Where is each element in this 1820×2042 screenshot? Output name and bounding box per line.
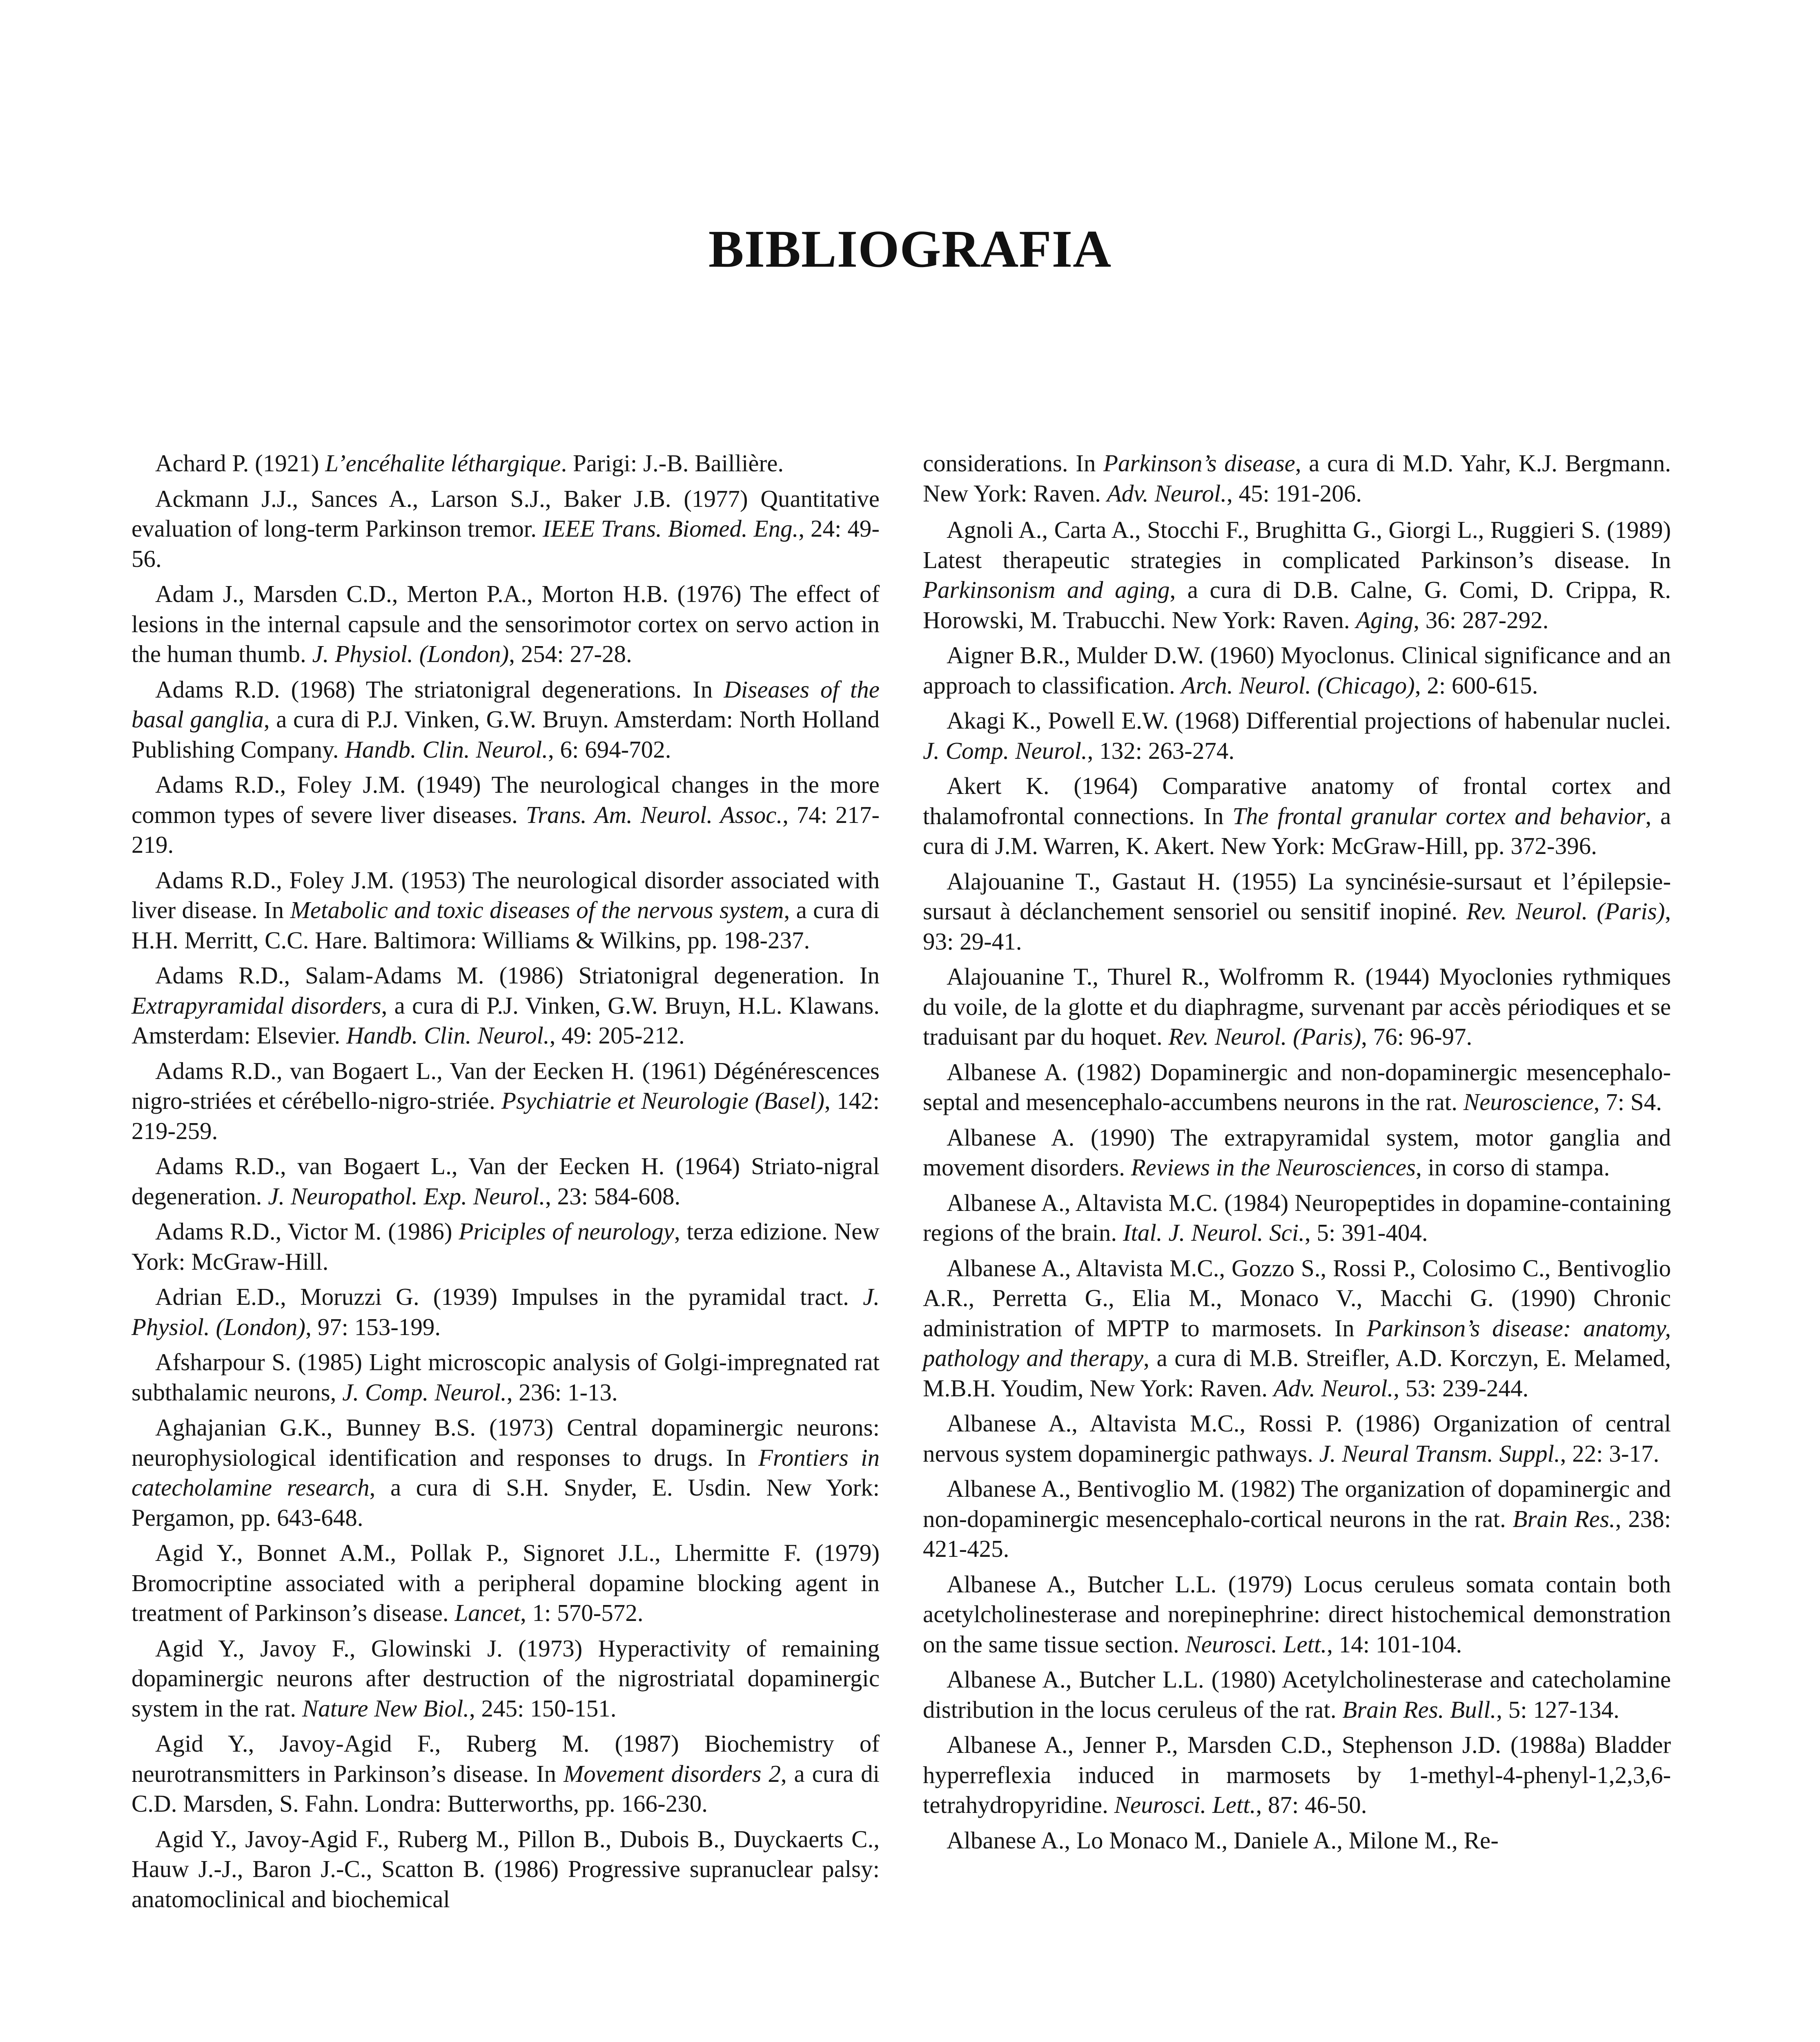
- left-column: [131, 448, 880, 1919]
- reference-entry: Albanese A., Jenner P., Marsden C.D., Stephenson J.D. (1988a) Bladder hyperreflexia induced in marmosets by 1-methyl-4-phenyl-1,2,3,6-tetrahydropyridine. Neurosci. Lett., 87: 46-50.: [923, 1731, 1671, 1818]
- reference-entry: Adams R.D., Foley J.M. (1949) The neurological changes in the more common types of severe liver diseases. Trans. Am. Neurol. Assoc., 74: 217-219.: [131, 771, 880, 858]
- reference-entry: Agid Y., Bonnet A.M., Pollak P., Signoret J.L., Lhermitte F. (1979) Bromocriptine associated with a peripheral dopamine blocking agent in treatment of Parkinson’s disease. Lancet, 1: 570-572.: [131, 1539, 880, 1626]
- reference-entry: Albanese A., Altavista M.C., Gozzo S., Rossi P., Colosimo C., Bentivoglio A.R., Perretta G., Elia M., Monaco V., Macchi G. (1990) Chronic administration of MPTP to marmosets. In Parkinson’s disease: anatomy, pathology and therapy, a cura di M.B. Streifler, A.D. Korczyn, E. Melamed, M.B.H. Youdim, New York: Raven. Adv. Neurol., 53: 239-244.: [923, 1254, 1671, 1402]
- reference-entry: Albanese A. (1982) Dopaminergic and non-dopaminergic mesencephalo-septal and mesencephalo-accumbens neurons in the rat. Neuroscience, 7: S4.: [923, 1058, 1671, 1115]
- reference-entry: Ackmann J.J., Sances A., Larson S.J., Baker J.B. (1977) Quantitative evaluation of long-term Parkinson tremor. IEEE Trans. Biomed. Eng., 24: 49-56.: [131, 485, 880, 572]
- reference-entry: Agnoli A., Carta A., Stocchi F., Brughitta G., Giorgi L., Ruggieri S. (1989) Latest therapeutic strategies in complicated Parkinson’s disease. In Parkinsonism and aging, a cura di D.B. Calne, G. Comi, D. Crippa, R. Horowski, M. Trabucchi. New York: Raven. Aging, 36: 287-292.: [923, 516, 1671, 633]
- reference-entry: Adams R.D., Victor M. (1986) Priciples of neurology, terza edizione. New York: McGraw-Hill.: [131, 1218, 880, 1275]
- reference-entry: Albanese A., Altavista M.C., Rossi P. (1986) Organization of central nervous system dopaminergic pathways. J. Neural Transm. Suppl., 22: 3-17.: [923, 1410, 1671, 1467]
- reference-entry: Albanese A., Altavista M.C. (1984) Neuropeptides in dopamine-containing regions of the brain. Ital. J. Neurol. Sci., 5: 391-404.: [923, 1189, 1671, 1246]
- reference-entry: Agid Y., Javoy-Agid F., Ruberg M., Pillon B., Dubois B., Duyckaerts C., Hauw J.-J., Baron J.-C., Scatton B. (1986) Progressive supranuclear palsy: anatomoclinical and biochemical: [131, 1825, 880, 1913]
- reference-entry: Adam J., Marsden C.D., Merton P.A., Morton H.B. (1976) The effect of lesions in the internal capsule and the sensorimotor cortex on servo action in the human thumb. J. Physiol. (London), 254: 27-28.: [131, 580, 880, 667]
- reference-entry: Albanese A. (1990) The extrapyramidal system, motor ganglia and movement disorders. Reviews in the Neurosciences, in corso di stampa.: [923, 1124, 1671, 1181]
- reference-entry: Albanese A., Bentivoglio M. (1982) The organization of dopaminergic and non-dopaminergic mesencephalo-cortical neurons in the rat. Brain Res., 238: 421-425.: [923, 1475, 1671, 1562]
- reference-entry: Albanese A., Butcher L.L. (1980) Acetylcholinesterase and catecholamine distribution in the locus ceruleus of the rat. Brain Res. Bull., 5: 127-134.: [923, 1666, 1671, 1723]
- reference-entry: Akagi K., Powell E.W. (1968) Differential projections of habenular nuclei. J. Comp. Neurol., 132: 263-274.: [923, 707, 1671, 764]
- reference-entry: Adams R.D., Salam-Adams M. (1986) Striatonigral degeneration. In Extrapyramidal disorders, a cura di P.J. Vinken, G.W. Bruyn, H.L. Klawans. Amsterdam: Elsevier. Handb. Clin. Neurol., 49: 205-212.: [131, 962, 880, 1049]
- right-column: [923, 448, 1671, 1861]
- reference-entry: Achard P. (1921) L’encéhalite léthargique. Parigi: J.-B. Baillière.: [155, 450, 784, 477]
- reference-entry: Adrian E.D., Moruzzi G. (1939) Impulses in the pyramidal tract. J. Physiol. (London), 97: 153-199.: [131, 1283, 880, 1340]
- reference-entry: Adams R.D. (1968) The striatonigral degenerations. In Diseases of the basal ganglia, a cura di P.J. Vinken, G.W. Bruyn. Amsterdam: North Holland Publishing Company. Handb. Clin. Neurol., 6: 694-702.: [131, 675, 880, 763]
- reference-entry: Adams R.D., van Bogaert L., Van der Eecken H. (1964) Striato-nigral degeneration. J. Neuropathol. Exp. Neurol., 23: 584-608.: [131, 1153, 880, 1210]
- reference-entry: Alajouanine T., Thurel R., Wolfromm R. (1944) Myoclonies rythmiques du voile, de la glotte et du diaphragme, survenant par accès périodiques et se traduisant par du hoquet. Rev. Neurol. (Paris), 76: 96-97.: [923, 963, 1671, 1050]
- page-title: BIBLIOGRAFIA: [708, 220, 1112, 279]
- reference-entry: Albanese A., Butcher L.L. (1979) Locus ceruleus somata contain both acetylcholinesterase and norepinephrine: direct histochemical demonstration on the same tissue section. Neurosci. Lett., 14: 101-104.: [923, 1570, 1671, 1658]
- reference-entry: Agid Y., Javoy F., Glowinski J. (1973) Hyperactivity of remaining dopaminergic neurons after destruction of the nigrostriatal dopaminergic system in the rat. Nature New Biol., 245: 150-151.: [131, 1634, 880, 1722]
- reference-entry: Albanese A., Lo Monaco M., Daniele A., Milone M., Re-: [947, 1826, 1499, 1854]
- reference-entry: Adams R.D., Foley J.M. (1953) The neurological disorder associated with liver disease. In Metabolic and toxic diseases of the nervous system, a cura di H.H. Merritt, C.C. Hare. Baltimora: Williams & Wilkins, pp. 198-237.: [131, 866, 880, 954]
- reference-entry: Alajouanine T., Gastaut H. (1955) La syncinésie-sursaut et l’épilepsie-sursaut à déclanchement sensoriel ou sensitif inopiné. Rev. Neurol. (Paris), 93: 29-41.: [923, 867, 1671, 955]
- reference-entry: Agid Y., Javoy-Agid F., Ruberg M. (1987) Biochemistry of neurotransmitters in Parkinson’s disease. In Movement disorders 2, a cura di C.D. Marsden, S. Fahn. Londra: Butterworths, pp. 166-230.: [131, 1730, 880, 1817]
- reference-entry: Akert K. (1964) Comparative anatomy of frontal cortex and thalamofrontal connections. In The frontal granular cortex and behavior, a cura di J.M. Warren, K. Akert. New York: McGraw-Hill, pp. 372-396.: [923, 772, 1671, 859]
- reference-entry-continued: considerations. In Parkinson’s disease, a cura di M.D. Yahr, K.J. Bergmann. New York: Raven. Adv. Neurol., 45: 191-206.: [923, 450, 1671, 507]
- reference-entry: Aigner B.R., Mulder D.W. (1960) Myoclonus. Clinical significance and an approach to classification. Arch. Neurol. (Chicago), 2: 600-615.: [923, 642, 1671, 699]
- reference-entry: Aghajanian G.K., Bunney B.S. (1973) Central dopaminergic neurons: neurophysiological identification and responses to drugs. In Frontiers in catecholamine research, a cura di S.H. Snyder, E. Usdin. New York: Pergamon, pp. 643-648.: [131, 1414, 880, 1531]
- reference-entry: Afsharpour S. (1985) Light microscopic analysis of Golgi-impregnated rat subthalamic neurons, J. Comp. Neurol., 236: 1-13.: [131, 1349, 880, 1406]
- reference-entry: Adams R.D., van Bogaert L., Van der Eecken H. (1961) Dégénérescences nigro-striées et cérébello-nigro-striée. Psychiatrie et Neurologie (Basel), 142: 219-259.: [131, 1057, 880, 1144]
